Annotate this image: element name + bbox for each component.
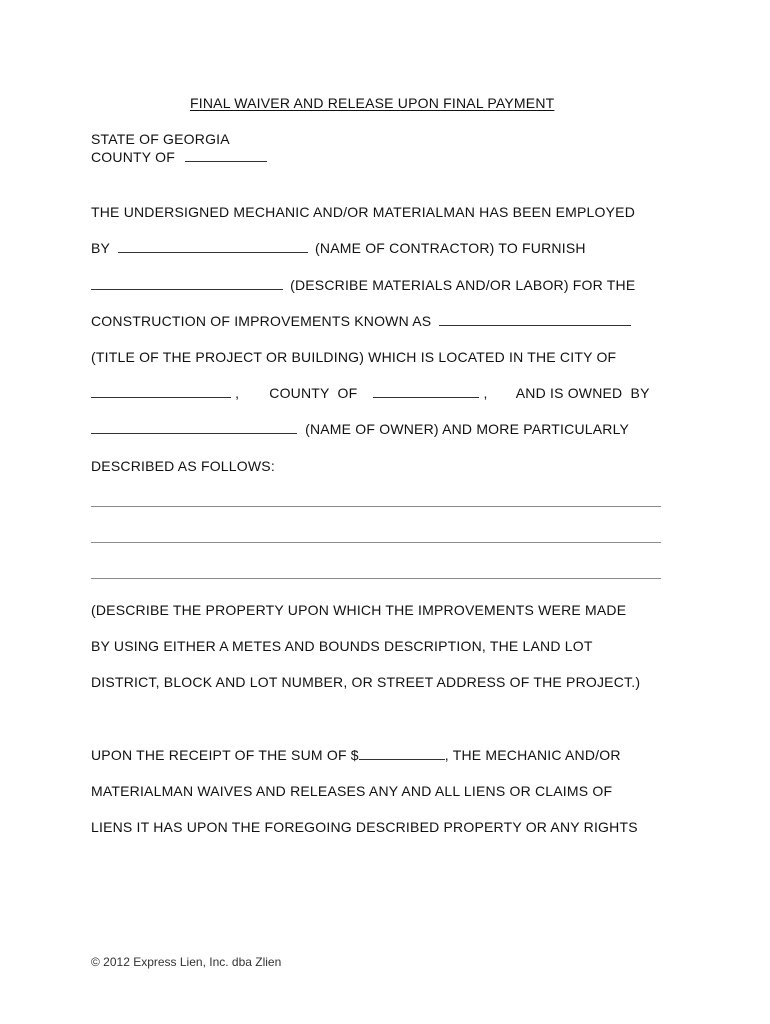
city-blank[interactable] — [91, 385, 231, 398]
describe-property-line-2: BY USING EITHER A METES AND BOUNDS DESCRIPTION, THE LAND LOT — [91, 638, 593, 654]
county-blank[interactable] — [185, 149, 267, 162]
payment-line-3: LIENS IT HAS UPON THE FOREGOING DESCRIBED PROPERTY OR ANY RIGHTS — [91, 819, 638, 835]
state-line: STATE OF GEORGIA — [91, 131, 230, 147]
materials-label: (DESCRIBE MATERIALS AND/OR LABOR) FOR THE — [290, 277, 636, 293]
owner-label: (NAME OF OWNER) AND MORE PARTICULARLY — [305, 421, 630, 437]
payment-line-2: MATERIALMAN WAIVES AND RELEASES ANY AND ALL LIENS OR CLAIMS OF — [91, 783, 613, 799]
comma-2: , — [483, 385, 488, 401]
county-line — [91, 148, 267, 166]
contractor-label: (NAME OF CONTRACTOR) TO FURNISH — [315, 240, 586, 256]
construction-label: CONSTRUCTION OF IMPROVEMENTS KNOWN AS — [91, 313, 432, 329]
description-rule-3[interactable] — [91, 578, 661, 579]
copyright-footer: © 2012 Express Lien, Inc. dba Zlien — [91, 955, 282, 969]
materials-blank[interactable] — [91, 277, 283, 290]
document-title: FINAL WAIVER AND RELEASE UPON FINAL PAYMENT — [190, 95, 555, 111]
payment-line-1 — [91, 746, 621, 764]
county-label: COUNTY OF — [91, 149, 175, 165]
contractor-line — [91, 239, 586, 257]
describe-property-line-1: (DESCRIBE THE PROPERTY UPON WHICH THE IMPROVEMENTS WERE MADE — [91, 602, 627, 618]
describe-property-line-3: DISTRICT, BLOCK AND LOT NUMBER, OR STREET ADDRESS OF THE PROJECT.) — [91, 674, 641, 690]
title-project-line: (TITLE OF THE PROJECT OR BUILDING) WHICH IS LOCATED IN THE CITY OF — [91, 349, 617, 365]
owner-line — [91, 420, 629, 438]
by-label: BY — [91, 240, 110, 256]
description-rule-1[interactable] — [91, 506, 661, 507]
construction-line — [91, 312, 631, 330]
owner-blank[interactable] — [91, 421, 297, 434]
employed-line: THE UNDERSIGNED MECHANIC AND/OR MATERIALMAN HAS BEEN EMPLOYED — [91, 204, 636, 220]
sum-label: UPON THE RECEIPT OF THE SUM OF $ — [91, 747, 359, 763]
described-line: DESCRIBED AS FOLLOWS: — [91, 458, 275, 474]
description-rule-2[interactable] — [91, 542, 661, 543]
county-name-blank[interactable] — [373, 385, 479, 398]
owned-by-label: AND IS OWNED BY — [515, 385, 650, 401]
city-county-line — [91, 384, 650, 402]
county-of-label: COUNTY OF — [269, 385, 358, 401]
contractor-blank[interactable] — [118, 240, 308, 253]
project-blank[interactable] — [439, 313, 631, 326]
comma-1: , — [235, 385, 240, 401]
mechanic-label: , THE MECHANIC AND/OR — [444, 747, 621, 763]
materials-line — [91, 276, 635, 294]
sum-blank[interactable] — [359, 747, 445, 760]
